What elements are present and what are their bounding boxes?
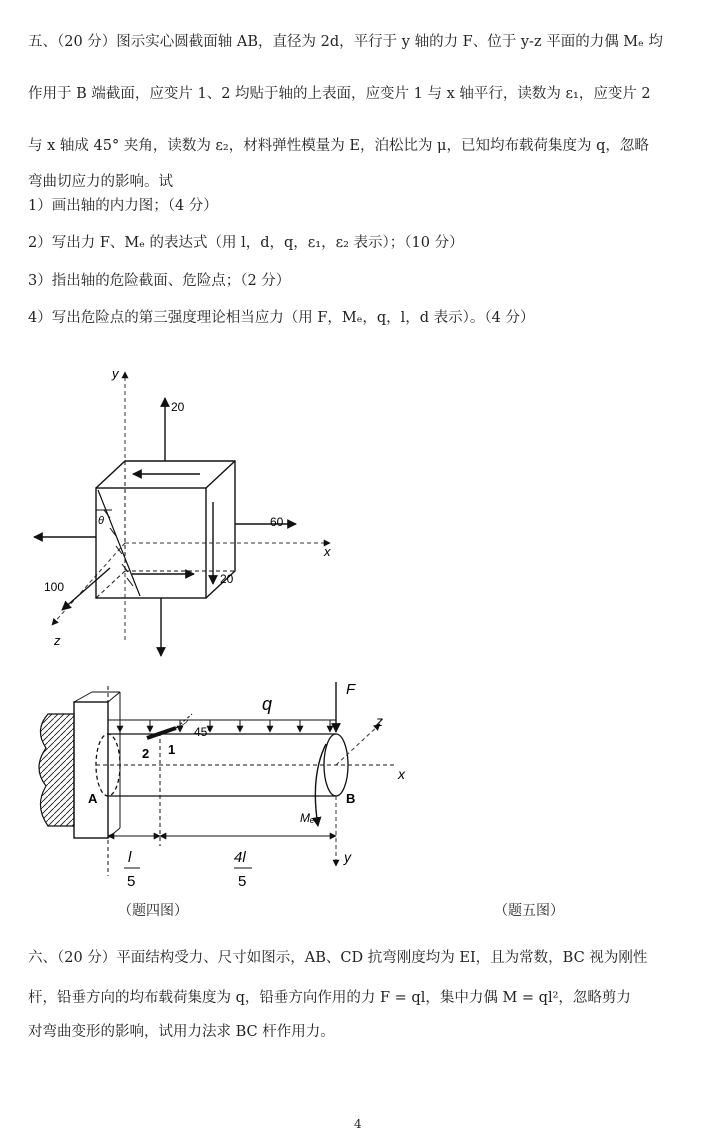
problem5-question4: 4）写出危险点的第三强度理论相当应力（用 F，Mₑ，q，l，d 表示）。（4 分） [28, 310, 535, 326]
figure5-distributed-load [108, 720, 336, 732]
figure4-theta-label: θ [98, 515, 104, 527]
problem6-line3: 对弯曲变形的影响，试用力法求 BC 杆作用力。 [28, 1024, 335, 1040]
figure5-A-label: A [88, 791, 98, 806]
figure4-x-label: x [324, 544, 331, 559]
figure4-stress-element [0, 360, 380, 660]
figure4-cube [96, 461, 235, 598]
figure5-shaft-body [96, 686, 395, 876]
figure5-B-label: B [346, 791, 356, 806]
figure5-gauge1-label: 1 [168, 742, 176, 757]
problem5-question2: 2）写出力 F、Mₑ 的表达式（用 l，d，q，ε₁，ε₂ 表示）；（10 分） [28, 235, 464, 251]
problem5-line4: 弯曲切应力的影响。试 [28, 174, 173, 190]
figure4-section-hatching [104, 510, 133, 586]
figure5-gauge2-label: 2 [142, 746, 150, 761]
figure5-caption: （题五图） [494, 903, 564, 919]
figure5-gauge-1 [147, 728, 176, 738]
figure5-dim1-numerator: l [128, 849, 132, 866]
problem5-line1: 五、（20 分）图示实心圆截面轴 AB，直径为 2d，平行于 y 轴的力 F、位于 y-z 平面的力偶 Mₑ 均 [28, 34, 663, 50]
figure4-y-label: y [112, 366, 119, 381]
figure4-top-stress-value: 20 [171, 400, 185, 414]
figure5-couple-label: Mₑ [300, 811, 315, 825]
problem5-line3: 与 x 轴成 45° 夹角，读数为 ε₂，材料弹性模量为 E，泊松比为 μ，已知均布载荷集度为 q，忽略 [28, 138, 649, 154]
figure5-dim1-denominator: 5 [127, 873, 136, 890]
figure4-z-label: z [54, 633, 61, 648]
figure5-z-label: z [376, 713, 383, 729]
figure4-caption: （题四图） [118, 903, 188, 919]
figure5-dim2-numerator: 4l [234, 849, 246, 866]
figure5-F-label: F [346, 681, 356, 698]
figure5-x-label: x [398, 766, 405, 782]
figure4-right-stress-value: 60 [270, 515, 284, 529]
figure5-q-label: q [262, 694, 273, 714]
figure5-angle-label: 45° [194, 725, 213, 739]
figure4-side-stress-value: 20 [220, 572, 234, 586]
problem5-question3: 3）指出轴的危险截面、危险点；（2 分） [28, 273, 291, 289]
figure4-front-stress-value: 100 [44, 580, 65, 594]
figure5-y-label: y [344, 849, 351, 865]
figure5-dim2-denominator: 5 [238, 873, 247, 890]
problem5-line2: 作用于 B 端截面，应变片 1、2 均贴于轴的上表面，应变片 1 与 x 轴平行，读数为 ε₁，应变片 2 [28, 86, 651, 102]
problem5-question1: 1）画出轴的内力图；（4 分） [28, 198, 218, 214]
page-number: 4 [354, 1117, 362, 1131]
figure5-z-axis [336, 724, 380, 765]
figure5-shaft [0, 676, 430, 906]
problem6-line2: 杆，铅垂方向的均布载荷集度为 q，铅垂方向作用的力 F = ql，集中力偶 M = ql²，忽略剪力 [28, 990, 631, 1006]
figure4-front-stress-arrow [62, 568, 110, 610]
figure5-gauge-guide [176, 714, 192, 728]
problem6-line1: 六、（20 分）平面结构受力、尺寸如图示，AB、CD 抗弯刚度均为 EI，且为常数，BC 视为刚性 [28, 950, 648, 966]
